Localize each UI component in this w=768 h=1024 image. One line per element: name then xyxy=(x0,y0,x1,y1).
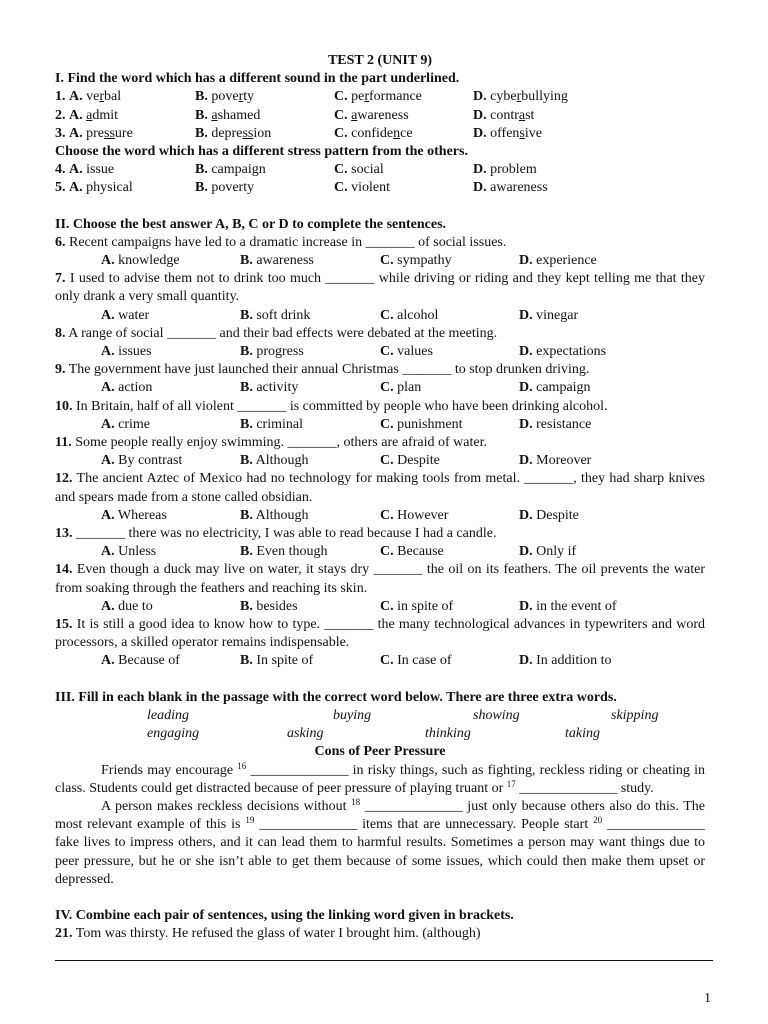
option-letter: B. xyxy=(240,507,253,523)
answer-option[interactable] xyxy=(519,307,578,325)
option-letter: A. xyxy=(101,544,115,560)
question-row xyxy=(55,179,705,197)
option-letter: C. xyxy=(380,380,394,396)
option-letter: B. xyxy=(240,416,253,432)
option-letter: D. xyxy=(519,380,533,396)
option-letter: C. xyxy=(380,544,394,560)
answer-option[interactable] xyxy=(519,343,606,361)
question-text: _______ there was no electricity, I was able to read because I had a candle. xyxy=(76,526,497,542)
answer-option[interactable] xyxy=(334,125,413,143)
option-text: Whereas xyxy=(117,507,167,523)
page-number: 1 xyxy=(704,991,711,1006)
word-bank-item: showing xyxy=(473,707,520,723)
question-text: The ancient Aztec of Mexico had no technology for making tools from metal. _______, they had sharp knives and spears made from a stone called obsidian. xyxy=(55,471,705,505)
question-21: 21. Tom was thirsty. He refused the glass of water I brought him. (although) xyxy=(55,926,481,942)
answer-option[interactable] xyxy=(380,543,444,561)
option-text-part: cybe xyxy=(490,89,517,105)
answer-option[interactable] xyxy=(334,179,390,197)
answer-option[interactable] xyxy=(195,125,271,143)
answer-option[interactable] xyxy=(101,507,167,525)
option-letter: C. xyxy=(380,344,394,360)
answer-option[interactable] xyxy=(195,179,254,197)
option-letter: B. xyxy=(240,344,253,360)
question-row xyxy=(55,161,705,179)
question-number: 6. xyxy=(55,234,66,250)
option-text-part: ce xyxy=(400,125,413,141)
question-row xyxy=(55,88,705,106)
question-number: 10. xyxy=(55,398,73,414)
answer-option[interactable] xyxy=(55,107,118,125)
option-text-part: bullying xyxy=(521,89,568,105)
answer-option[interactable] xyxy=(101,343,152,361)
option-letter: D. xyxy=(519,544,533,560)
option-text: social xyxy=(351,162,384,178)
answer-option[interactable] xyxy=(101,452,182,470)
option-text-part: pove xyxy=(211,89,239,105)
answer-line[interactable] xyxy=(55,944,713,961)
underlined-part: r xyxy=(238,89,244,105)
option-letter: A. xyxy=(101,416,115,432)
option-letter: A. xyxy=(101,453,115,469)
option-letter: A. xyxy=(101,380,115,396)
option-letter: B. xyxy=(195,180,208,196)
word-bank-item: asking xyxy=(287,726,324,742)
answer-option[interactable] xyxy=(101,416,150,434)
word-bank-item: leading xyxy=(147,707,189,723)
option-text: In addition to xyxy=(536,653,612,669)
underlined-part: r xyxy=(364,89,370,105)
option-text: soft drink xyxy=(256,307,311,323)
underlined-part: n xyxy=(393,125,401,141)
answer-option[interactable] xyxy=(240,307,310,325)
option-letter: C. xyxy=(380,416,394,432)
option-text: activity xyxy=(256,380,299,396)
option-text-part: pe xyxy=(351,89,365,105)
option-text-part: ure xyxy=(114,125,133,141)
answer-option[interactable] xyxy=(101,543,156,561)
answer-options-row xyxy=(55,343,705,361)
question-number: 4. xyxy=(55,162,66,178)
question-number: 15. xyxy=(55,617,73,632)
option-text-part: ion xyxy=(253,125,272,141)
option-text: criminal xyxy=(256,416,303,432)
answer-option[interactable] xyxy=(101,252,180,270)
option-text-part: contr xyxy=(490,107,519,123)
question-stem xyxy=(55,270,705,306)
answer-option[interactable] xyxy=(55,179,133,197)
question-number: 11. xyxy=(55,435,72,451)
answer-option[interactable] xyxy=(240,252,314,270)
option-letter: B. xyxy=(240,653,253,669)
option-letter: D. xyxy=(473,180,487,196)
answer-option[interactable] xyxy=(380,507,448,525)
question-stem xyxy=(55,470,705,506)
answer-option[interactable] xyxy=(473,88,568,106)
option-text: In spite of xyxy=(256,653,314,669)
option-text-part: ive xyxy=(524,125,542,141)
answer-option[interactable] xyxy=(195,107,260,125)
answer-options-row xyxy=(55,598,705,616)
option-text: progress xyxy=(256,344,304,360)
option-text: Because of xyxy=(118,653,180,669)
answer-options-row xyxy=(55,379,705,397)
question-stem xyxy=(55,325,705,343)
option-letter: B. xyxy=(195,125,208,141)
option-letter: B. xyxy=(195,89,208,105)
question-number: 8. xyxy=(55,325,66,341)
option-text: action xyxy=(118,380,153,396)
option-letter: A. xyxy=(69,125,83,141)
answer-options-row xyxy=(55,452,705,470)
question-stem xyxy=(55,234,705,252)
answer-option[interactable] xyxy=(519,379,591,397)
answer-option[interactable] xyxy=(473,125,542,143)
option-text-part: dmit xyxy=(92,107,119,123)
question-number: 7. xyxy=(55,271,66,287)
answer-option[interactable] xyxy=(55,161,114,179)
question-text: I used to advise them not to drink too much _______ while driving or riding and they kept telling me that they only drank a very small quantity. xyxy=(55,271,705,305)
answer-option[interactable] xyxy=(519,452,591,470)
answer-option[interactable] xyxy=(101,598,153,616)
option-letter: A. xyxy=(101,253,115,269)
option-text: Despite xyxy=(536,507,579,523)
option-letter: A. xyxy=(101,598,115,614)
question-stem xyxy=(55,361,705,379)
question-text: It is still a good idea to know how to type. _______ the many technological advances in typewriters and word processors, a skilled operator remains indispensable. xyxy=(55,617,705,651)
option-letter: C. xyxy=(380,307,394,323)
option-text: Only if xyxy=(536,544,577,560)
option-letter: D. xyxy=(519,416,533,432)
option-text: in the event of xyxy=(536,598,617,614)
passage-paragraph-2: A person makes reckless decisions without $^{18}$ ______________ just only because others also do this. The most relevant example of this is $^{19}$ ______________ items that are unnecessary. People start $^{20}$ ______________ fake lives to impress others, and it can lead them to harmful results. Sometimes a person may want things due to peer pressure, but he or she isn’t able to get them because of some issues, which could then make them upset or depressed. xyxy=(55,796,706,887)
option-letter: D. xyxy=(519,653,533,669)
answer-option[interactable] xyxy=(240,416,303,434)
option-letter: A. xyxy=(69,89,83,105)
option-letter: C. xyxy=(334,107,348,123)
option-text: sympathy xyxy=(397,253,452,269)
option-letter: A. xyxy=(101,307,115,323)
answer-option[interactable] xyxy=(240,343,304,361)
option-letter: D. xyxy=(473,162,487,178)
question-number: 5. xyxy=(55,180,66,196)
answer-option[interactable] xyxy=(519,652,612,670)
option-letter: A. xyxy=(101,653,115,669)
worksheet-page xyxy=(55,52,705,961)
question-text: In Britain, half of all violent _______ is committed by people who have been drinking alcohol. xyxy=(76,398,608,414)
answer-option[interactable] xyxy=(380,652,452,670)
option-letter: C. xyxy=(334,89,348,105)
option-text-part: pre xyxy=(86,125,105,141)
option-letter: D. xyxy=(519,253,533,269)
option-text-part: confide xyxy=(351,125,394,141)
option-letter: C. xyxy=(334,162,348,178)
option-text: By contrast xyxy=(118,453,183,469)
sound-questions xyxy=(55,88,705,143)
option-letter: D. xyxy=(519,507,533,523)
option-text-part: wareness xyxy=(357,107,409,123)
option-letter: A. xyxy=(101,344,115,360)
option-text-part: ve xyxy=(86,89,100,105)
answer-options-row xyxy=(55,652,705,670)
multiple-choice-questions xyxy=(55,234,705,671)
answer-option[interactable] xyxy=(240,379,298,397)
option-letter: B. xyxy=(240,453,253,469)
stress-questions xyxy=(55,161,705,197)
option-letter: D. xyxy=(519,344,533,360)
underlined-part: a xyxy=(211,107,218,123)
answer-option[interactable] xyxy=(473,107,534,125)
answer-option[interactable] xyxy=(380,416,462,434)
option-text: punishment xyxy=(397,416,463,432)
option-letter: D. xyxy=(519,453,533,469)
answer-option[interactable] xyxy=(101,652,180,670)
option-text: due to xyxy=(118,598,153,614)
option-letter: D. xyxy=(473,125,487,141)
answer-option[interactable] xyxy=(519,252,597,270)
answer-option[interactable] xyxy=(195,161,266,179)
section-2-heading: II. Choose the best answer A, B, C or D to complete the sentences. xyxy=(55,216,447,232)
option-text: in spite of xyxy=(397,598,454,614)
option-letter: A. xyxy=(69,162,83,178)
question-number: 9. xyxy=(55,362,66,378)
option-letter: C. xyxy=(380,598,394,614)
option-letter: B. xyxy=(195,107,208,123)
question-row xyxy=(55,125,705,143)
option-letter: D. xyxy=(519,598,533,614)
option-text-part: depre xyxy=(211,125,243,141)
option-text: Moreover xyxy=(536,453,592,469)
section-1-heading: I. Find the word which has a different sound in the part underlined. xyxy=(55,71,460,87)
option-text: water xyxy=(118,307,150,323)
answer-options-row xyxy=(55,543,705,561)
option-text: poverty xyxy=(211,180,255,196)
option-letter: C. xyxy=(380,653,394,669)
underlined-part: r xyxy=(516,89,522,105)
question-number: 14. xyxy=(55,562,73,578)
option-letter: C. xyxy=(334,125,348,141)
answer-option[interactable] xyxy=(380,379,421,397)
answer-options-row xyxy=(55,507,705,525)
option-letter: B. xyxy=(240,253,253,269)
option-letter: C. xyxy=(380,507,394,523)
underlined-part: r xyxy=(99,89,105,105)
option-text: expectations xyxy=(536,344,607,360)
option-text: issue xyxy=(86,162,115,178)
answer-option[interactable] xyxy=(380,598,453,616)
option-letter: C. xyxy=(334,180,348,196)
option-text-part: shamed xyxy=(217,107,261,123)
question-text: Some people really enjoy swimming. _______, others are afraid of water. xyxy=(75,435,487,451)
question-number: 2. xyxy=(55,107,66,123)
word-bank-item: thinking xyxy=(425,726,471,742)
answer-option[interactable] xyxy=(101,379,152,397)
underlined-part: a xyxy=(518,107,526,123)
option-letter: D. xyxy=(473,107,487,123)
answer-option[interactable] xyxy=(240,452,308,470)
option-text-part: formance xyxy=(369,89,422,105)
option-text: knowledge xyxy=(118,253,180,269)
question-number: 12. xyxy=(55,471,73,487)
option-text: besides xyxy=(256,598,298,614)
answer-option[interactable] xyxy=(240,598,298,616)
option-text: resistance xyxy=(536,416,592,432)
option-letter: A. xyxy=(69,180,83,196)
option-text: In case of xyxy=(397,653,452,669)
section-1-subheading: Choose the word which has a different stress pattern from the others. xyxy=(55,143,468,159)
answer-option[interactable] xyxy=(380,452,440,470)
option-letter: D. xyxy=(519,307,533,323)
answer-options-row xyxy=(55,252,705,270)
option-letter: D. xyxy=(473,89,487,105)
option-text: violent xyxy=(351,180,391,196)
answer-option[interactable] xyxy=(519,416,591,434)
answer-option[interactable] xyxy=(380,343,433,361)
test-title: TEST 2 (UNIT 9) xyxy=(327,53,433,68)
option-text: Although xyxy=(255,507,309,523)
option-letter: B. xyxy=(240,380,253,396)
question-stem xyxy=(55,561,705,597)
question-number: 13. xyxy=(55,526,73,542)
option-text: crime xyxy=(118,416,150,432)
answer-option[interactable] xyxy=(380,252,452,270)
option-letter: A. xyxy=(101,507,115,523)
question-text: Even though a duck may live on water, it stays dry _______ the oil on its feathers. The oil prevents the water from soaking through the feathers and reaching its skin. xyxy=(55,562,706,596)
option-text-part: offen xyxy=(490,125,520,141)
question-number: 1. xyxy=(55,89,66,105)
question-stem xyxy=(55,616,705,652)
underlined-part: a xyxy=(86,107,93,123)
option-letter: A. xyxy=(69,107,83,123)
question-text: The government have just launched their annual Christmas _______ to stop drunken driving. xyxy=(68,362,590,378)
answer-option[interactable] xyxy=(240,543,328,561)
word-bank-item: buying xyxy=(333,707,372,723)
underlined-part: s xyxy=(519,125,525,141)
option-letter: B. xyxy=(240,544,253,560)
question-text: A range of social _______ and their bad effects were debated at the meeting. xyxy=(68,325,498,341)
word-bank-item: skipping xyxy=(611,707,659,723)
question-stem xyxy=(55,525,705,543)
word-bank-item: taking xyxy=(565,726,600,742)
answer-option[interactable] xyxy=(195,88,254,106)
option-text: alcohol xyxy=(397,307,439,323)
answer-option[interactable] xyxy=(519,507,579,525)
answer-option[interactable] xyxy=(240,652,313,670)
option-letter: C. xyxy=(380,453,394,469)
section-4-heading: IV. Combine each pair of sentences, using the linking word given in brackets. xyxy=(55,908,514,924)
option-text: Unless xyxy=(118,544,157,560)
underlined-part: ss xyxy=(104,125,115,141)
option-text: Although xyxy=(255,453,309,469)
answer-option[interactable] xyxy=(473,179,548,197)
option-letter: B. xyxy=(195,162,208,178)
passage-title: Cons of Peer Pressure xyxy=(314,744,446,760)
option-text: However xyxy=(397,507,449,523)
answer-option[interactable] xyxy=(519,543,576,561)
word-bank-row-1 xyxy=(55,707,705,725)
option-text: physical xyxy=(86,180,133,196)
option-text: problem xyxy=(490,162,537,178)
question-stem xyxy=(55,434,705,452)
option-text: campaign xyxy=(536,380,591,396)
option-letter: B. xyxy=(240,307,253,323)
answer-option[interactable] xyxy=(519,598,617,616)
answer-option[interactable] xyxy=(473,161,537,179)
question-row xyxy=(55,107,705,125)
option-text-part: bal xyxy=(104,89,122,105)
answer-option[interactable] xyxy=(55,125,133,143)
option-text: campaign xyxy=(211,162,266,178)
question-number: 3. xyxy=(55,125,66,141)
option-text: issues xyxy=(118,344,152,360)
answer-option[interactable] xyxy=(380,307,438,325)
question-stem xyxy=(55,398,705,416)
option-text: experience xyxy=(536,253,597,269)
option-text: awareness xyxy=(490,180,548,196)
section-3-heading: III. Fill in each blank in the passage with the correct word below. There are three extra words. xyxy=(55,689,617,705)
option-text: Even though xyxy=(256,544,328,560)
answer-option[interactable] xyxy=(101,307,149,325)
passage-paragraph-1: Friends may encourage $^{16}$ ______________ in risky things, such as fighting, reckless riding or cheating in class. Students could get distracted because of peer pressure of playing truant or $^{17}$ ______________ study. xyxy=(55,760,706,796)
answer-options-row xyxy=(55,416,705,434)
answer-options-row xyxy=(55,307,705,325)
underlined-part: ss xyxy=(242,125,254,141)
option-text: Because xyxy=(397,544,444,560)
answer-option[interactable] xyxy=(334,107,409,125)
option-text: values xyxy=(397,344,433,360)
answer-option[interactable] xyxy=(334,88,422,106)
option-letter: C. xyxy=(380,253,394,269)
option-text: vinegar xyxy=(536,307,579,323)
option-text: Despite xyxy=(397,453,440,469)
word-bank-item: engaging xyxy=(147,726,200,742)
answer-option[interactable] xyxy=(240,507,308,525)
option-letter: B. xyxy=(240,598,253,614)
word-bank-row-2 xyxy=(55,725,705,743)
answer-option[interactable] xyxy=(55,88,121,106)
answer-option[interactable] xyxy=(334,161,384,179)
option-text-part: ty xyxy=(243,89,255,105)
question-text: Recent campaigns have led to a dramatic increase in _______ of social issues. xyxy=(69,234,507,250)
option-text: plan xyxy=(397,380,422,396)
option-text: awareness xyxy=(256,253,314,269)
option-text-part: st xyxy=(525,107,535,123)
underlined-part: a xyxy=(351,107,358,123)
